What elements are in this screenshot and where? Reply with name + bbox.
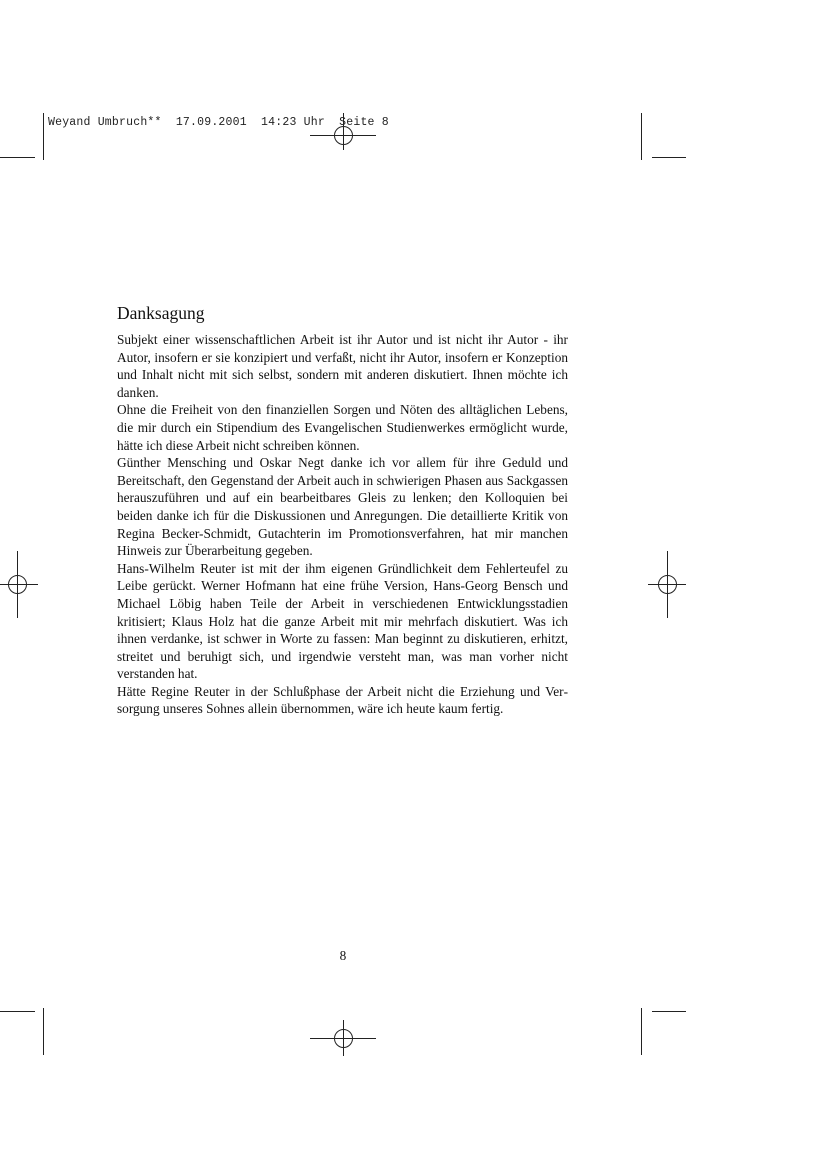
registration-mark-right [648, 551, 686, 618]
page-title: Danksagung [117, 303, 205, 323]
page-number: 8 [339, 948, 347, 963]
paragraph: Subjekt einer wissenschaftlichen Arbeit ist ihr Autor und ist nicht ihr Autor - ihr Autor, insofern er sie konzipiert und verfaßt, nicht ihr Autor, insofern er Konzeption und Inhalt nicht mit sich selbst, sondern mit anderen diskutiert. Ihnen möchte ich danken. [117, 332, 568, 400]
paragraph: Hätte Regine Reuter in der Schlußphase der Arbeit nicht die Erziehung und Versorgung unseres Sohnes allein übernommen, wäre ich heute kaum fertig. [117, 683, 568, 717]
paragraph: Ohne die Freiheit von den finanziellen Sorgen und Nöten des alltäglichen Lebens, die mir durch ein Stipendium des Evangelischen Studienwerkes ermöglicht wurde, hätte ich diese Arbeit nicht schreiben können. [117, 402, 568, 453]
acknowledgement-text [117, 331, 568, 718]
paragraph: Günther Mensching und Oskar Negt danke ich vor allem für ihre Geduld und Bereitschaft, den Gegenstand der Arbeit auch in schwierigen Phasen aus Sackgassen herauszuführen und auf ein bearbeitbares Gleis zu lenken; den Kolloquien bei beiden danke ich für die Diskussionen und Anregungen. Die detaillierte Kritik von Regina Becker-Schmidt, Gutachterin im Promotionsverfahren, hat mir manchen Hinweis zur Überarbeitung gegeben. [117, 455, 568, 559]
registration-mark-bottom [310, 1020, 376, 1056]
print-slug-line: Weyand Umbruch** 17.09.2001 14:23 Uhr Seite 8 [48, 116, 389, 129]
paragraph: Hans-Wilhelm Reuter ist mit der ihm eigenen Gründlichkeit dem Fehlerteufel zu Leibe gerückt. Werner Hofmann hat eine frühe Version, Hans-Georg Bensch und Michael Löbig haben Teile der Arbeit in verschiedenen Entwicklungsstadien kritisiert; Klaus Holz hat die ganze Arbeit mit mir mehrfach diskutiert. Was ich ihnen verdanke, ist schwer in Worte zu fassen: Man beginnt zu diskutieren, erhitzt, streitet und beruhigt sich, und irgendwie versteht man, was man vorher nicht verstanden hat. [117, 560, 568, 682]
registration-mark-left [0, 551, 38, 618]
